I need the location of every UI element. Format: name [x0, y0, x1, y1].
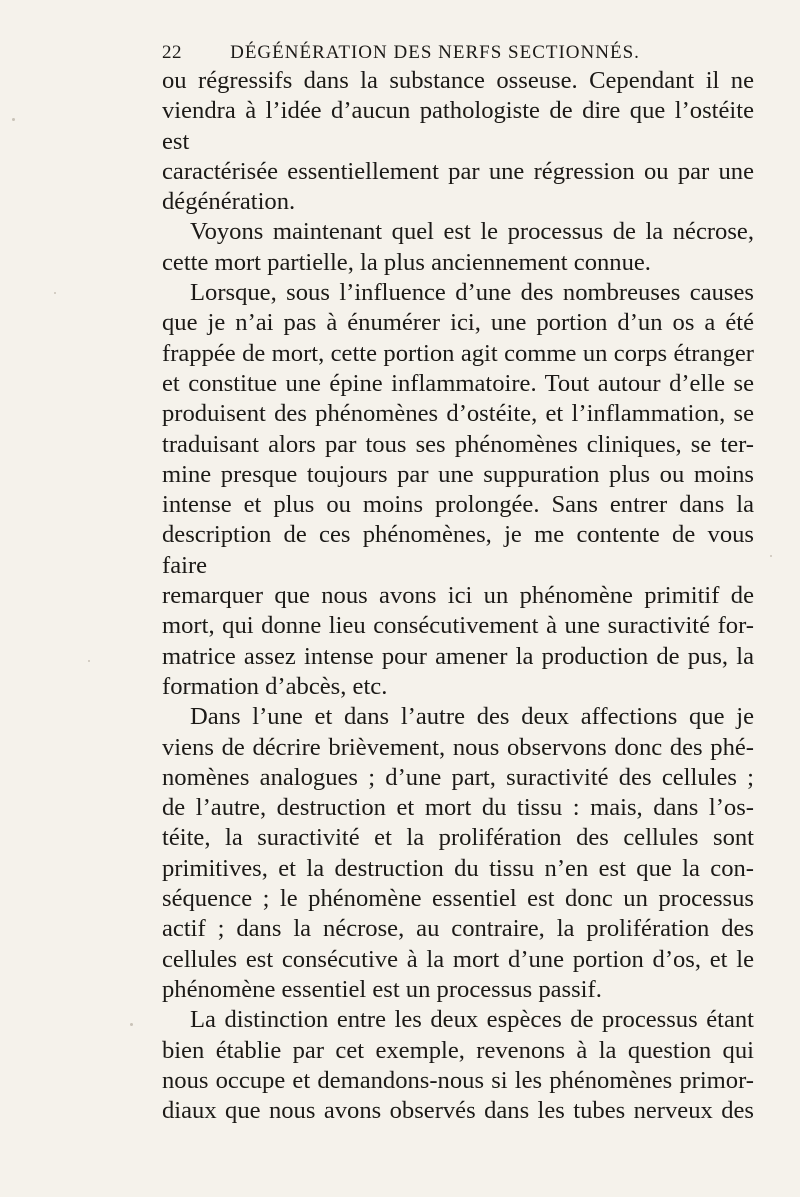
paragraph-1-end	[162, 187, 754, 217]
text-line: diaux que nous avons observés dans les tubes nerveux des	[162, 1097, 754, 1125]
text-line: bien établie par cet exemple, revenons à la question qui	[162, 1036, 754, 1064]
paper-speck	[54, 292, 56, 294]
text-line: de l’autre, destruction et mort du tissu : mais, dans l’os-	[162, 794, 754, 822]
paper-speck	[770, 555, 772, 557]
text-line: Dans l’une et dans l’autre des deux affections que je	[190, 703, 754, 731]
text-line: actif ; dans la nécrose, au contraire, la prolifération des	[162, 915, 754, 943]
paragraph-2-end	[162, 248, 754, 278]
text-line: intense et plus ou moins prolongée. Sans entrer dans la	[162, 491, 754, 519]
text-line: viens de décrire brièvement, nous observons donc des phé-	[162, 733, 754, 761]
text-line: matrice assez intense pour amener la production de pus, la	[162, 642, 754, 670]
text-line: primitives, et la destruction du tissu n’en est que la con-	[162, 854, 754, 882]
text-line: téite, la suractivité et la prolifération des cellules sont	[162, 824, 754, 852]
running-title: DÉGÉNÉRATION DES NERFS SECTIONNÉS.	[230, 42, 640, 63]
text-line: cellules est consécutive à la mort d’une portion d’os, et le	[162, 945, 754, 973]
page-number: 22	[162, 42, 182, 63]
text-line: et constitue une épine inflammatoire. Tout autour d’elle se	[162, 369, 754, 397]
text-line: séquence ; le phénomène essentiel est donc un processus	[162, 885, 754, 913]
paper-speck	[88, 660, 90, 662]
paragraph-3	[162, 278, 754, 308]
text-line: caractérisée essentiellement par une régression ou par une	[162, 157, 754, 185]
text-line: La distinction entre les deux espèces de processus étant	[190, 1006, 754, 1034]
page-header	[162, 40, 738, 66]
text-line: formation d’abcès, etc.	[162, 672, 388, 700]
text-line: phénomène essentiel est un processus passif.	[162, 975, 602, 1003]
paragraph-5-body	[162, 1036, 754, 1127]
paragraph-4-end	[162, 975, 754, 1005]
body-text	[162, 66, 754, 1126]
text-line: Lorsque, sous l’influence d’une des nombreuses causes	[190, 279, 754, 307]
paper-speck	[12, 118, 15, 121]
text-line: Voyons maintenant quel est le processus de la nécrose,	[190, 218, 754, 246]
paragraph-3-body	[162, 308, 754, 672]
text-line: description de ces phénomènes, je me contente de vous faire	[162, 521, 754, 579]
paragraph-3-end	[162, 672, 754, 702]
text-line: nous occupe et demandons-nous si les phénomènes primor-	[162, 1066, 754, 1094]
text-line: traduisant alors par tous ses phénomènes cliniques, se ter-	[162, 430, 754, 458]
paragraph-2	[162, 217, 754, 247]
text-line: viendra à l’idée d’aucun pathologiste de dire que l’ostéite est	[162, 97, 754, 155]
text-line: dégénération.	[162, 188, 296, 216]
text-line: produisent des phénomènes d’ostéite, et l’inflammation, se	[162, 400, 754, 428]
text-line: frappée de mort, cette portion agit comme un corps étranger	[162, 339, 754, 367]
paragraph-1	[162, 66, 754, 187]
paragraph-4-body	[162, 733, 754, 975]
paper-speck	[130, 1023, 133, 1026]
text-line: que je n’ai pas à énumérer ici, une portion d’un os a été	[162, 309, 754, 337]
text-line: cette mort partielle, la plus anciennement connue.	[162, 248, 651, 276]
text-line: mort, qui donne lieu consécutivement à une suractivité for-	[162, 612, 754, 640]
paragraph-5	[162, 1005, 754, 1035]
text-line: ou régressifs dans la substance osseuse. Cependant il ne	[162, 67, 754, 94]
text-line: mine presque toujours par une suppuration plus ou moins	[162, 460, 754, 488]
text-line: nomènes analogues ; d’une part, suractivité des cellules ;	[162, 763, 754, 791]
text-line: remarquer que nous avons ici un phénomène primitif de	[162, 582, 754, 610]
paragraph-4	[162, 702, 754, 732]
